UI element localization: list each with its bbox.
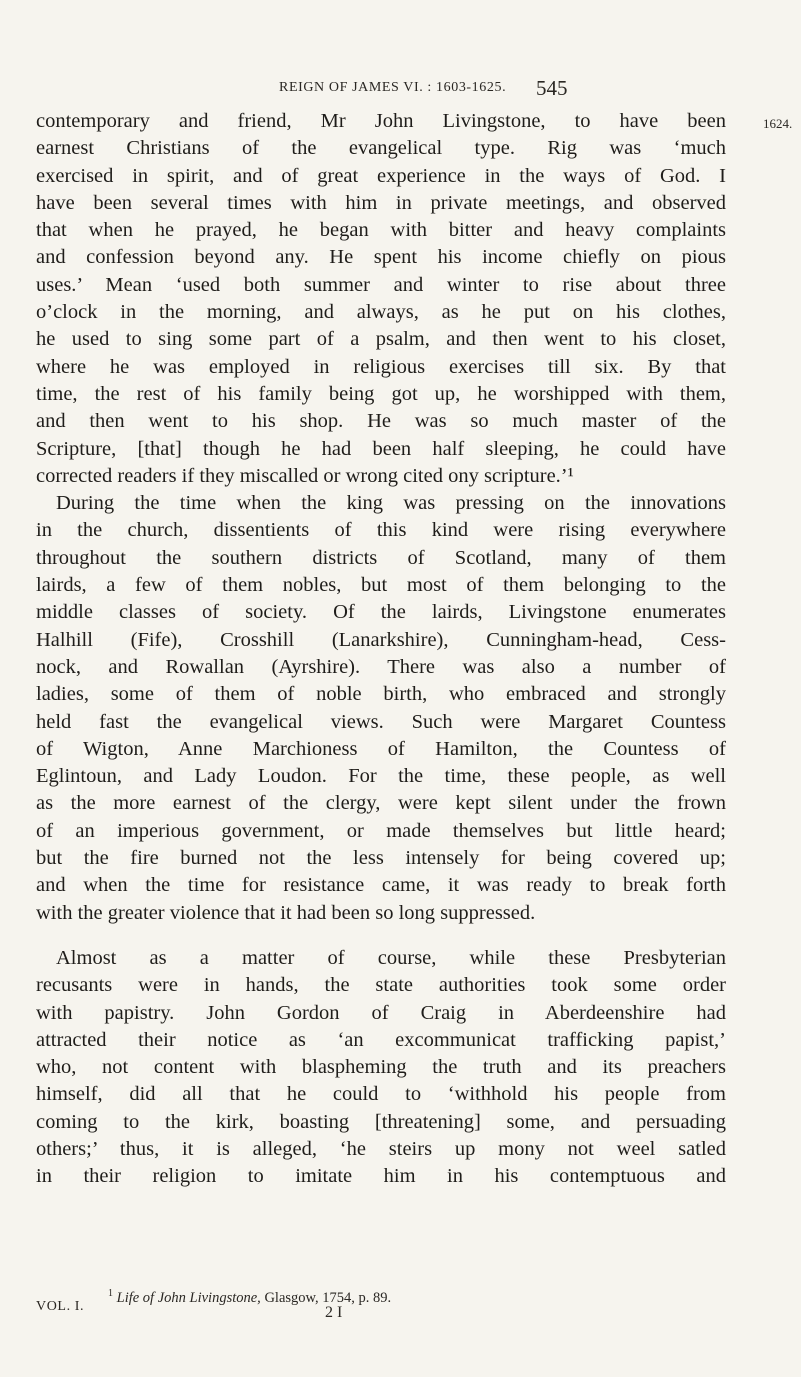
- text-line: ladies, some of them of noble birth, who embraced and strongly: [36, 683, 726, 706]
- text-line: who, not content with blaspheming the truth and its preachers: [36, 1056, 726, 1079]
- margin-year-note: 1624.: [763, 116, 793, 131]
- text-line: uses.’ Mean ‘used both summer and winter to rise about three: [36, 273, 726, 296]
- text-line: time, the rest of his family being got up, he worshipped with them,: [36, 382, 726, 405]
- text-line: lairds, a few of them nobles, but most of them belonging to the: [36, 574, 726, 597]
- text-line: but the fire burned not the less intensely for being covered up;: [36, 847, 726, 870]
- text-line: o’clock in the morning, and always, as he put on his clothes,: [36, 301, 726, 324]
- running-head: REIGN OF JAMES VI. : 1603-1625.: [279, 80, 507, 95]
- footnote-title: Life of John Livingstone,: [116, 1289, 261, 1306]
- text-line: with papistry. John Gordon of Craig in Aberdeenshire had: [36, 1001, 726, 1024]
- text-line: of an imperious government, or made themselves but little heard;: [36, 819, 726, 842]
- signature-mark: 2 I: [325, 1304, 343, 1321]
- text-line: himself, did all that he could to ‘withhold his people from: [36, 1083, 726, 1106]
- text-line: as the more earnest of the clergy, were kept silent under the frown: [36, 792, 726, 815]
- text-line: and when the time for resistance came, it was ready to break forth: [36, 874, 726, 897]
- body-text: [36, 108, 726, 1191]
- text-line: that when he prayed, he began with bitter and heavy complaints: [36, 219, 726, 242]
- text-line: Eglintoun, and Lady Loudon. For the time, these people, as well: [36, 765, 726, 788]
- text-line: corrected readers if they miscalled or wrong cited ony scripture.’¹: [36, 464, 574, 487]
- text-line: throughout the southern districts of Scotland, many of them: [36, 546, 726, 569]
- text-line: others;’ thus, it is alleged, ‘he steirs up mony not weel satled: [36, 1137, 726, 1160]
- text-line: During the time when the king was pressing on the innovations: [56, 492, 726, 515]
- text-line: Halhill (Fife), Crosshill (Lanarkshire), Cunningham-head, Cess-: [36, 628, 726, 651]
- text-line: in their religion to imitate him in his contemptuous and: [36, 1165, 726, 1188]
- text-line: exercised in spirit, and of great experience in the ways of God. I: [36, 164, 726, 187]
- text-line: middle classes of society. Of the lairds, Livingstone enumerates: [36, 601, 726, 624]
- text-line: Scripture, [that] though he had been half sleeping, he could have: [36, 437, 726, 460]
- text-line: have been several times with him in private meetings, and observed: [36, 191, 726, 214]
- text-line: recusants were in hands, the state authorities took some order: [36, 974, 726, 997]
- text-line: he used to sing some part of a psalm, and then went to his closet,: [36, 328, 726, 351]
- volume-mark: VOL. I.: [36, 1299, 85, 1314]
- text-line: of Wigton, Anne Marchioness of Hamilton, the Countess of: [36, 737, 726, 760]
- text-line: with the greater violence that it had been so long suppressed.: [36, 901, 536, 924]
- page-number: 545: [536, 76, 568, 100]
- footnote-citation: Glasgow, 1754, p. 89.: [260, 1289, 392, 1306]
- paragraph-gap: [36, 927, 726, 945]
- text-line: and then went to his shop. He was so much master of the: [36, 410, 726, 433]
- text-line: and confession beyond any. He spent his income chiefly on pious: [36, 246, 726, 269]
- text-line: in the church, dissentients of this kind were rising everywhere: [36, 519, 726, 542]
- footnote-mark: 1: [108, 1288, 113, 1299]
- text-line: earnest Christians of the evangelical type. Rig was ‘much: [36, 137, 726, 160]
- text-line: held fast the evangelical views. Such were Margaret Countess: [36, 710, 726, 733]
- text-line: coming to the kirk, boasting [threatening] some, and persuading: [36, 1110, 726, 1133]
- text-line: where he was employed in religious exercises till six. By that: [36, 355, 726, 378]
- text-line: Almost as a matter of course, while these Presbyterian: [56, 946, 726, 969]
- text-line: nock, and Rowallan (Ayrshire). There was also a number of: [36, 655, 726, 678]
- text-line: attracted their notice as ‘an excommunicat trafficking papist,’: [36, 1028, 726, 1051]
- text-line: contemporary and friend, Mr John Livingstone, to have been: [36, 110, 726, 132]
- footnote: [108, 1288, 391, 1307]
